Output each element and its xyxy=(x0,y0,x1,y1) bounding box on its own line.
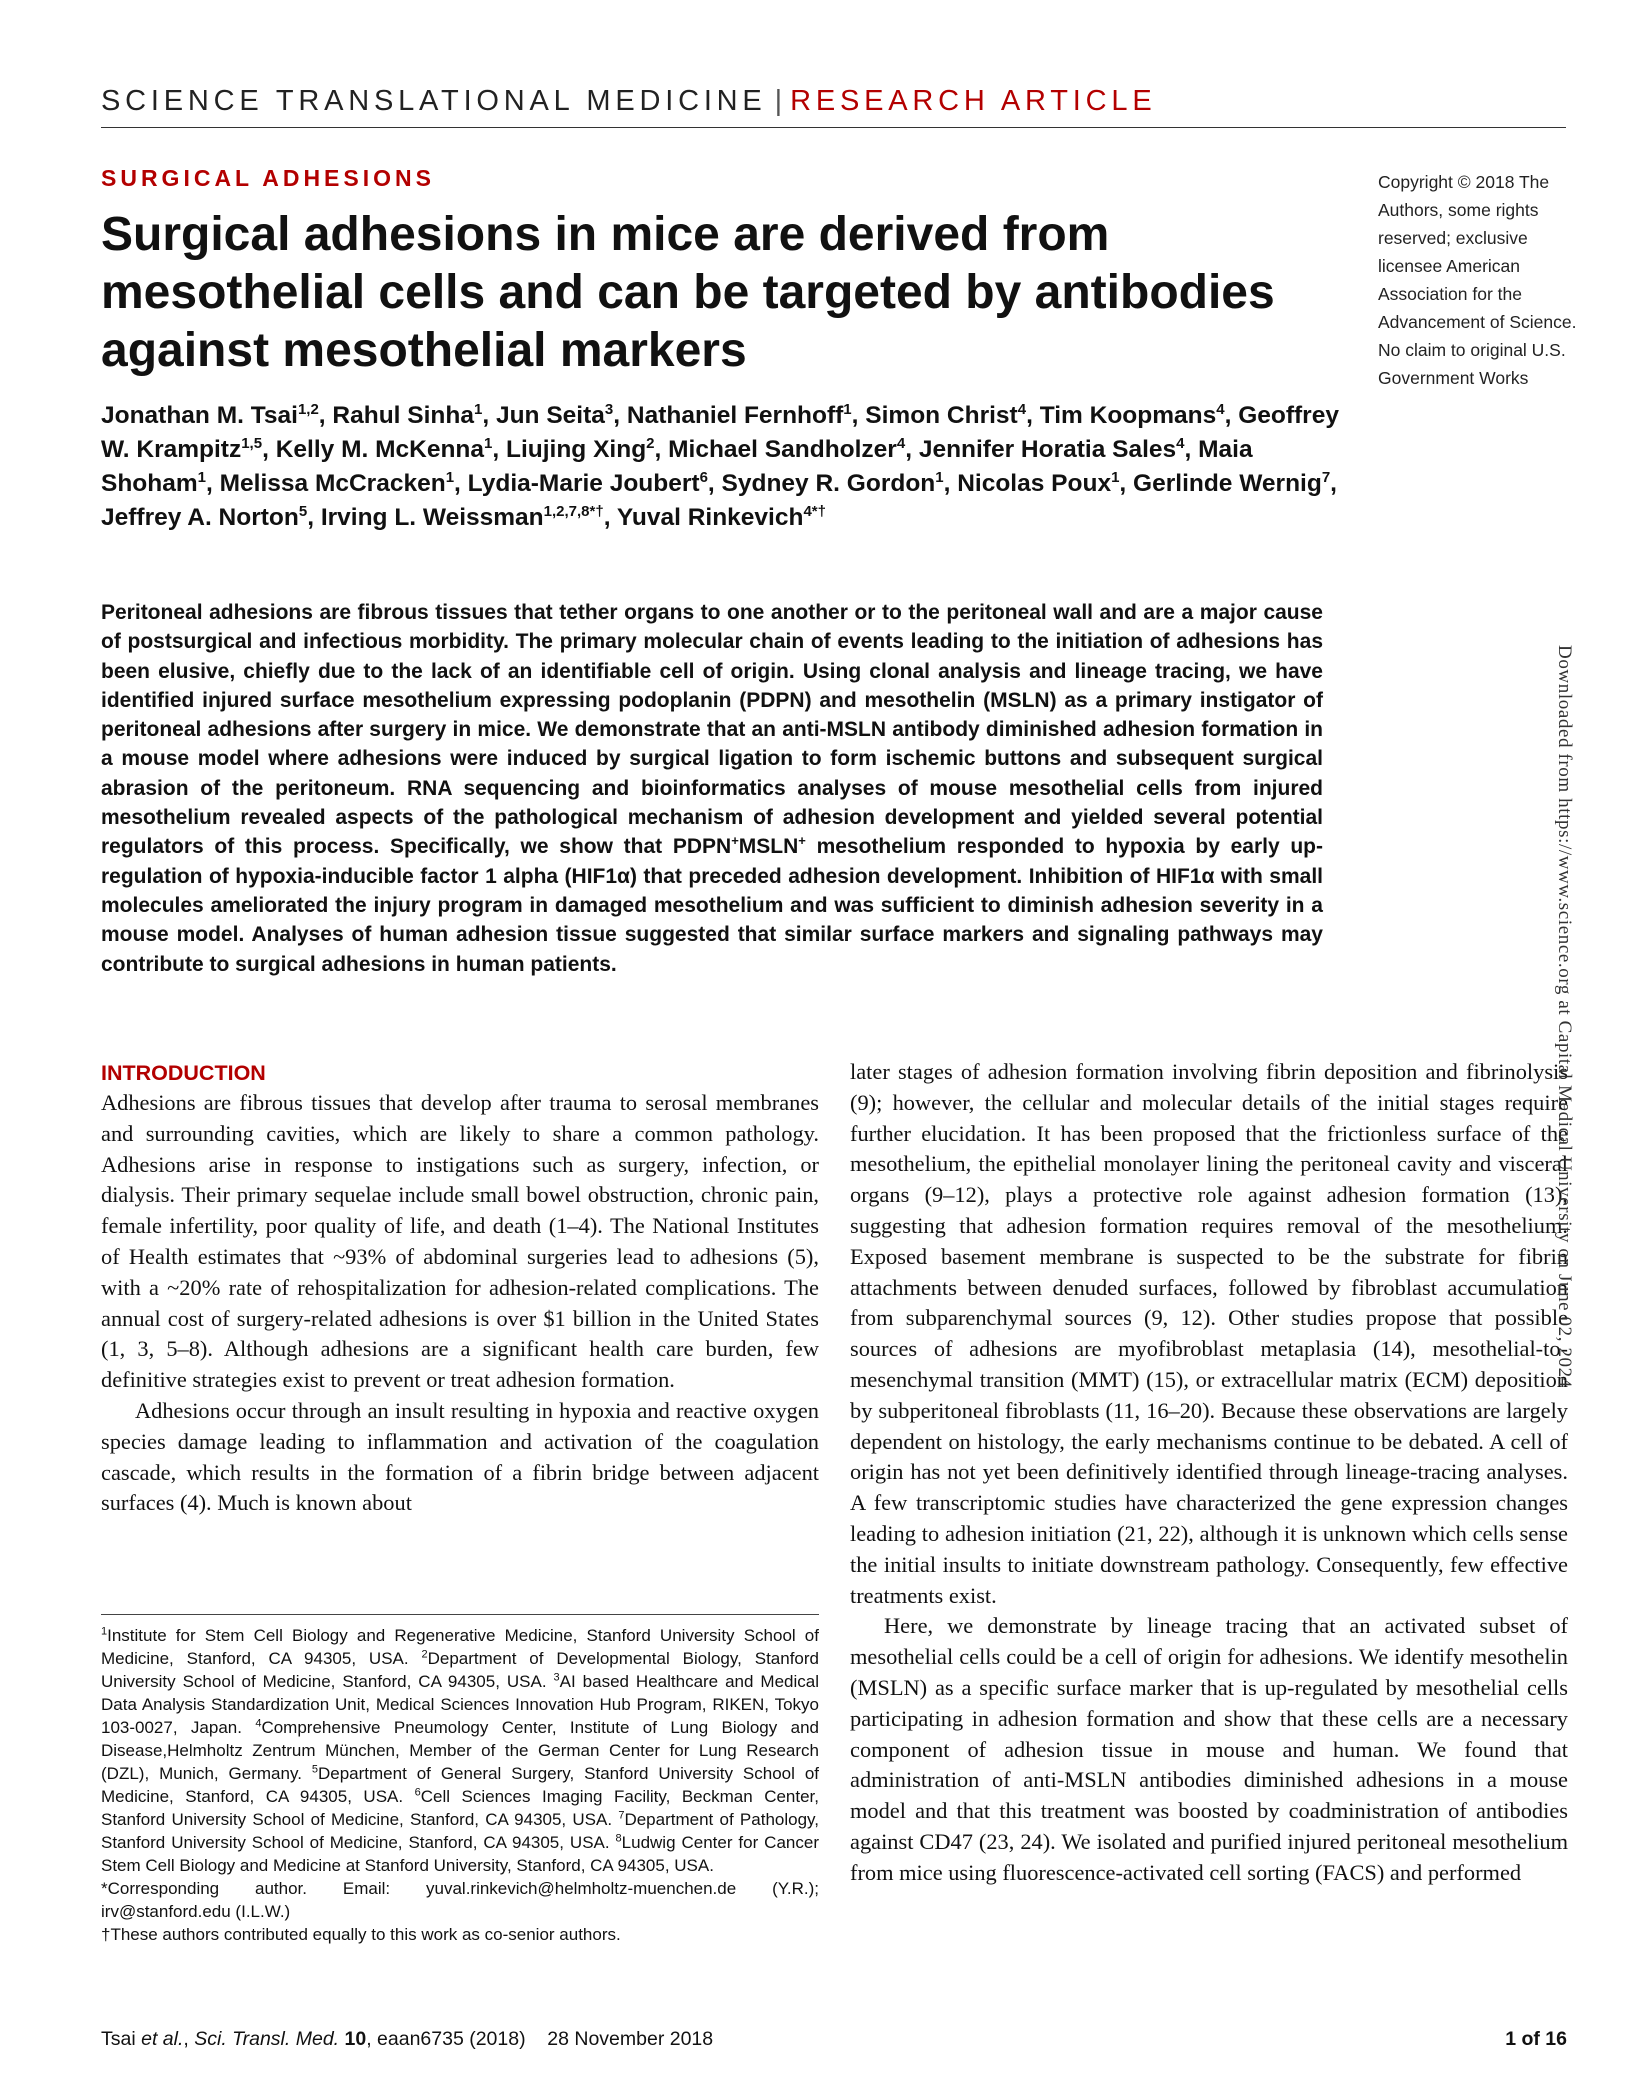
author-affiliation-marker: 1 xyxy=(843,401,852,418)
affiliation-text: Department of Pathology, Stanford University School of Medicine, Stanford, CA 94305, USA. xyxy=(101,1810,820,1852)
author-name: Nicolas Poux xyxy=(957,470,1112,497)
author-separator: , xyxy=(492,436,506,463)
author-separator: , xyxy=(1330,470,1337,497)
author xyxy=(668,436,919,463)
author-name: Tim Koopmans xyxy=(1039,402,1217,429)
author-separator: , xyxy=(1184,436,1199,463)
author-name: Sydney R. Gordon xyxy=(721,470,936,497)
author-affiliation-marker: 1,2 xyxy=(297,401,319,418)
affiliation-number: 4 xyxy=(255,1717,262,1730)
page-number: 1 of 16 xyxy=(1505,2028,1567,2050)
author-name: Jonathan M. Tsai xyxy=(101,402,298,429)
author-affiliation-marker: 3 xyxy=(604,401,614,418)
author-separator: , xyxy=(1119,470,1134,497)
author-affiliation-marker: 1 xyxy=(484,435,493,452)
author xyxy=(1040,402,1238,429)
author xyxy=(865,402,1039,429)
affiliation-text: Institute for Stem Cell Biology and Regenerative Medicine, Stanford University School of Medicine, Stanford, CA 94305, USA. xyxy=(101,1626,819,1668)
author-affiliation-marker: 4 xyxy=(1017,401,1027,418)
journal-name-line xyxy=(101,85,1156,118)
author-name: Jeffrey A. Norton xyxy=(101,504,299,531)
author-affiliation-marker: 4*† xyxy=(803,503,826,520)
copyright-notice: Copyright © 2018 The Authors, some rights reserved; exclusive licensee American Association for the Advancement of Science. No claim to original U.S. Government Works xyxy=(1378,172,1577,388)
author-separator: , xyxy=(707,470,722,497)
footer-article-id: , eaan6735 (2018) xyxy=(366,2028,526,2050)
author-name: Melissa McCracken xyxy=(219,470,446,497)
affiliations xyxy=(101,1624,819,1877)
body-paragraph: Here, we demonstrate by lineage tracing that an activated subset of mesothelial cells could be a cell of origin for adhesions. We identify mesothelin (MSLN) as a specific surface marker that is up-regulated by mesothelial cells participating in adhesion formation and show that these cells are a necessary component of adhesion tissue in mouse and human. We found that administration of anti-MSLN antibodies diminished adhesions in a mouse model and that this treatment was boosted by coadministration of antibodies against CD47 (23, 24). We isolated and purified injured peritoneal mesothelium from mice using fluorescence-activated cell sorting (FACS) and performed xyxy=(850,1613,1568,1885)
author-separator: , xyxy=(1026,402,1040,429)
footnote-divider xyxy=(101,1614,819,1615)
author xyxy=(627,402,865,429)
affiliation-text: Department of General Surgery, Stanford University School of Medicine, Stanford, CA 94305, USA. xyxy=(101,1764,819,1806)
author xyxy=(1133,470,1337,497)
author-separator: , xyxy=(318,402,333,429)
author-affiliation-marker: 1 xyxy=(197,469,206,486)
author-affiliation-marker: 4 xyxy=(1176,435,1185,452)
author-affiliation-marker: 1,2,7,8*† xyxy=(543,503,604,520)
body-column-left xyxy=(101,1088,819,1519)
author xyxy=(506,436,668,463)
author-name: Lydia-Marie Joubert xyxy=(467,470,700,497)
equal-contribution-note: †These authors contributed equally to this work as co-senior authors. xyxy=(101,1925,621,1944)
author xyxy=(101,504,321,531)
author xyxy=(496,402,627,429)
author-separator: , xyxy=(943,470,958,497)
affiliation-number: 2 xyxy=(421,1648,428,1661)
author-name: Nathaniel Fernhoff xyxy=(626,402,844,429)
author-separator: , xyxy=(307,504,321,531)
author-separator: , xyxy=(454,470,468,497)
abstract-text-part-1: Peritoneal adhesions are fibrous tissues that tether organs to one another or to the peritoneal wall and are a major cause of postsurgical and infectious morbidity. The primary molecular chain of events leading to the initiation of adhesions has been elusive, chiefly due to the lack of an identifiable cell of origin. Using clonal analysis and lineage tracing, we have identified injured surface mesothelium expressing podoplanin (PDPN) and mesothelin (MSLN) as a primary instigator of peritoneal adhesions after surgery in mice. We demonstrate that an anti-MSLN antibody diminished adhesion formation in a mouse model where adhesions were induced by surgical ligation to form ischemic buttons and subsequent surgical abrasion of the peritoneum. RNA sequencing and bioinformatics analyses of mouse mesothelial cells from injured mesothelium revealed aspects of the pathological mechanism of adhesion development and yielded several potential regulators of this process. Specifically, we show that xyxy=(101,601,1323,859)
header-separator: | xyxy=(774,85,783,117)
body-column-right xyxy=(850,1057,1568,1889)
author-affiliation-marker: 6 xyxy=(699,469,708,486)
author-affiliation-marker: 1 xyxy=(935,469,944,486)
citation-footer: Tsai et al., Sci. Transl. Med. 10, eaan6735 (2018) 28 November 2018 xyxy=(101,2028,714,2050)
affiliation-number: 3 xyxy=(553,1671,560,1684)
footer-volume: 10 xyxy=(344,2028,367,2050)
author-affiliation-marker: 7 xyxy=(1321,469,1331,486)
footer-authors: Tsai xyxy=(101,2028,142,2050)
author-name: Kelly M. McKenna xyxy=(275,436,485,463)
abstract-text-part-2: mesothelium responded to hypoxia by early up-regulation of hypoxia-inducible factor 1 alpha (HIF1α) that preceded adhesion development. Inhibition of HIF1α with small molecules ameliorated the injury program in damaged mesothelium and was sufficient to diminish adhesion severity in a mouse model. Analyses of human adhesion tissue suggested that similar surface markers and signaling pathways may contribute to surgical adhesions in human patients. xyxy=(101,835,1324,976)
article-title: Surgical adhesions in mice are derived from mesothelial cells and can be targeted by antibodies against mesothelial markers xyxy=(101,208,1275,377)
author-separator: , xyxy=(654,436,669,463)
author-affiliation-marker: 1,5 xyxy=(241,435,263,452)
author xyxy=(617,504,826,531)
author-affiliation-marker: 1 xyxy=(445,469,455,486)
author-separator: , xyxy=(262,436,276,463)
author-name: Jun Seita xyxy=(495,402,605,429)
author-name: Gerlinde Wernig xyxy=(1133,470,1322,497)
footer-date: 28 November 2018 xyxy=(547,2028,714,2050)
affiliation-number: 7 xyxy=(618,1809,625,1822)
author-separator: , xyxy=(482,402,496,429)
affiliation-text: Cell Sciences Imaging Facility, Beckman Center, Stanford University School of Medicine, Stanford, CA 94305, USA. xyxy=(101,1787,820,1829)
abstract xyxy=(101,598,1323,979)
author xyxy=(220,470,468,497)
section-tag: SURGICAL ADHESIONS xyxy=(101,165,435,191)
author-separator: , xyxy=(851,402,866,429)
author-affiliation-marker: 2 xyxy=(646,435,655,452)
affiliation-text: Department of Developmental Biology, Stanford University School of Medicine, Stanford, CA 94305, USA. xyxy=(101,1649,819,1691)
author-name: Liujing Xing xyxy=(505,436,647,463)
journal-name: SCIENCE TRANSLATIONAL MEDICINE xyxy=(101,85,767,117)
article-type: RESEARCH ARTICLE xyxy=(790,85,1157,117)
abstract-plus: + xyxy=(798,833,806,849)
author xyxy=(321,504,617,531)
author-list xyxy=(101,399,1371,535)
author xyxy=(332,402,496,429)
author-name: Maia Shoham xyxy=(101,436,1253,497)
body-paragraph: Adhesions occur through an insult resulting in hypoxia and reactive oxygen species damage leading to inflammation and activation of the coagulation cascade, which results in the formation of a fibrin bridge between adjacent surfaces (4). Much is known about xyxy=(101,1397,819,1516)
author-affiliation-marker: 4 xyxy=(896,435,906,452)
body-paragraph: Adhesions are fibrous tissues that develop after trauma to serosal membranes and surrounding cavities, which are likely to share a common pathology. Adhesions arise in response to instigations such as surgery, infection, or dialysis. Their primary sequelae include small bowel obstruction, chronic pain, female infertility, poor quality of life, and death (1–4). The National Institutes of Health estimates that ~93% of abdominal surgeries lead to adhesions (5), with a ~20% rate of rehospitalization for adhesion-related complications. The annual cost of surgery-related adhesions is over $1 billion in the United States (1, 3, 5–8). Although adhesions are a significant health care burden, few definitive strategies exist to prevent or treat adhesion formation. xyxy=(101,1090,819,1393)
affiliation-number: 6 xyxy=(414,1786,421,1799)
abstract-msln: MSLN xyxy=(738,835,799,859)
author xyxy=(101,402,332,429)
affiliation-number: 5 xyxy=(311,1763,318,1776)
abstract-plus: + xyxy=(731,833,739,849)
author-affiliation-marker: 1 xyxy=(474,401,483,418)
author xyxy=(919,436,1198,463)
author xyxy=(276,436,506,463)
author-name: Jennifer Horatia Sales xyxy=(918,436,1177,463)
corresponding-author: *Corresponding author. Email: yuval.rinkevich@helmholtz-muenchen.de (Y.R.); irv@stanford.edu (I.L.W.) xyxy=(101,1879,819,1921)
journal-header xyxy=(101,85,1566,128)
author-name: Michael Sandholzer xyxy=(668,436,897,463)
author xyxy=(468,470,722,497)
footer-journal: Sci. Transl. Med. xyxy=(194,2028,340,2050)
affiliation-text: Ludwig Center for Cancer Stem Cell Biology and Medicine at Stanford University, Stanford, CA 94305, USA. xyxy=(101,1833,819,1875)
author-separator: , xyxy=(613,402,627,429)
introduction-heading: INTRODUCTION xyxy=(101,1061,266,1085)
author xyxy=(722,470,958,497)
author xyxy=(957,470,1133,497)
affiliation-text: Comprehensive Pneumology Center, Institute of Lung Biology and Disease,Helmholtz Zentrum München, Member of the German Center for Lung Research (DZL), Munich, Germany. xyxy=(101,1718,819,1783)
author-name: Yuval Rinkevich xyxy=(616,504,804,531)
abstract-pdpn: PDPN xyxy=(672,835,732,859)
author-name: Rahul Sinha xyxy=(332,402,474,429)
author-affiliation-marker: 5 xyxy=(298,503,308,520)
author-separator: , xyxy=(603,504,617,531)
author-affiliation-marker: 4 xyxy=(1216,401,1225,418)
footnotes xyxy=(101,1624,819,1946)
body-paragraph: later stages of adhesion formation involving fibrin deposition and fibrinolysis (9); however, the cellular and molecular details of the initial stages require further elucidation. It has been proposed that the frictionless surface of the mesothelium, the epithelial monolayer lining the peritoneal cavity and visceral organs (9–12), plays a protective role against adhesion formation (13), suggesting that adhesion formation requires removal of the mesothelium. Exposed basement membrane is suspected to be the substrate for fibrin attachments between denuded surfaces, followed by fibroblast accumulation from subparenchymal sources (9, 12). Other studies propose that possible sources of adhesions are myofibroblast metaplasia (14), mesothelial-to-mesenchymal transition (MMT) (15), or extracellular matrix (ECM) deposition by subperitoneal fibroblasts (11, 16–20). Because these observations are largely dependent on histology, the early mechanisms continue to be debated. A cell of origin has not yet been definitively identified through lineage-tracing analyses. A few transcriptomic studies have characterized the gene expression changes leading to adhesion initiation (21, 22), although it is unknown which cells sense the initial insults to initiate downstream pathology. Consequently, few effective treatments exist. xyxy=(850,1059,1568,1608)
author-affiliation-marker: 1 xyxy=(1111,469,1120,486)
author-name: Irving L. Weissman xyxy=(320,504,544,531)
author-separator: , xyxy=(1224,402,1239,429)
author-separator: , xyxy=(206,470,220,497)
download-watermark: Downloaded from https://www.science.org at Capital Medical University on June 02, 2024 xyxy=(1554,645,1575,1388)
affiliation-number: 8 xyxy=(615,1832,622,1845)
affiliation-text: AI based Healthcare and Medical Data Analysis Standardization Unit, Medical Sciences Innovation Hub Program, RIKEN, Tokyo 103-0027, Japan. xyxy=(101,1672,819,1737)
footer-et-al: et al. xyxy=(141,2028,184,2050)
author-name: Simon Christ xyxy=(865,402,1018,429)
author-separator: , xyxy=(905,436,919,463)
affiliation-number: 1 xyxy=(101,1625,108,1638)
author-name: Geoffrey W. Krampitz xyxy=(101,402,1339,463)
